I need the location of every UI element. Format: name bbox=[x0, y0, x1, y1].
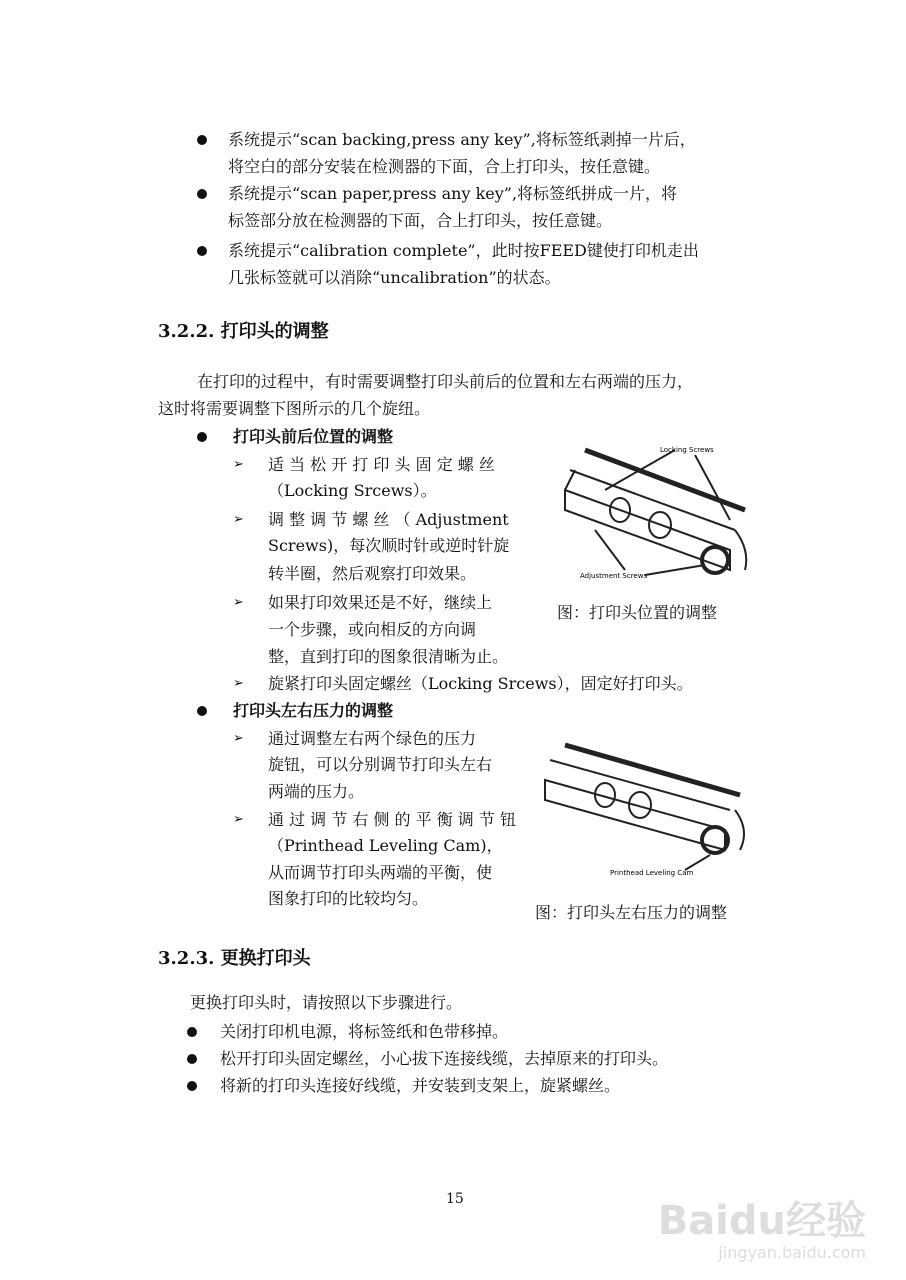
bullet-icon bbox=[197, 706, 207, 716]
bullet-text: 系统提示“calibration complete”，此时按FEED键使打印机走出 bbox=[228, 241, 699, 260]
arrow-bullet-icon: ➢ bbox=[233, 595, 244, 610]
sub-item-text: 旋紧打印头固定螺丝（Locking Srcews），固定好打印头。 bbox=[268, 674, 693, 693]
sub-item-text: 转半圈，然后观察打印效果。 bbox=[268, 564, 477, 583]
bullet-icon bbox=[197, 246, 207, 256]
sub-item-text: 适 当 松 开 打 印 头 固 定 螺 丝 bbox=[268, 455, 495, 474]
bullet-text: 系统提示“scan paper,press any key”,将标签纸拼成一片，将 bbox=[228, 184, 678, 203]
bullet-icon bbox=[187, 1027, 197, 1037]
sub-item-text: 一个步骤，或向相反的方向调 bbox=[268, 620, 477, 639]
sub-item-text: （Locking Srcews）。 bbox=[268, 481, 437, 500]
sub-item-text: 如果打印效果还是不好，继续上 bbox=[268, 593, 493, 612]
bullet-icon bbox=[197, 189, 207, 199]
watermark-url: jingyan.baidu.com bbox=[718, 1243, 866, 1262]
adjustment-screws-label: Adjustment Screws bbox=[580, 572, 648, 580]
watermark-brand: Baidu经验 bbox=[657, 1198, 866, 1244]
arrow-bullet-icon: ➢ bbox=[233, 512, 244, 527]
paragraph-line: 在打印的过程中，有时需要调整打印头前后的位置和左右两端的压力， bbox=[197, 372, 694, 391]
baidu-watermark bbox=[658, 1199, 866, 1262]
paragraph-line: 更换打印头时，请按照以下步骤进行。 bbox=[190, 993, 463, 1012]
printhead-pressure-figure bbox=[535, 730, 750, 880]
bullet-text: 松开打印头固定螺丝，小心拔下连接线缆，去掉原来的打印头。 bbox=[220, 1049, 669, 1068]
bullet-text: 关闭打印机电源，将标签纸和色带移掉。 bbox=[220, 1022, 509, 1041]
sub-item-text: 从而调节打印头两端的平衡，使 bbox=[268, 863, 493, 882]
bullet-text: 系统提示“scan backing,press any key”,将标签纸剥掉一片后， bbox=[228, 130, 696, 149]
section-heading-3-2-3: 3.2.3. 更换打印头 bbox=[158, 948, 311, 969]
bullet-icon bbox=[187, 1054, 197, 1064]
sub-item-text: 调 整 调 节 螺 丝 （ Adjustment bbox=[268, 510, 509, 529]
paragraph-line: 这时将需要调整下图所示的几个旋纽。 bbox=[158, 399, 431, 418]
sub-item-text: 通 过 调 节 右 侧 的 平 衡 调 节 钮 bbox=[268, 810, 516, 829]
printhead-position-figure bbox=[545, 430, 760, 590]
section-heading-3-2-2: 3.2.2. 打印头的调整 bbox=[158, 321, 329, 342]
sub-item-text: 两端的压力。 bbox=[268, 782, 365, 801]
figure-caption-2: 图：打印头左右压力的调整 bbox=[535, 903, 728, 922]
bullet-text: 几张标签就可以消除“uncalibration”的状态。 bbox=[228, 268, 561, 287]
bullet-icon bbox=[197, 135, 207, 145]
figure-caption-1: 图：打印头位置的调整 bbox=[557, 603, 718, 622]
subheading-pressure-adjust: 打印头左右压力的调整 bbox=[233, 701, 394, 720]
sub-item-text: Screws)，每次顺时针或逆时针旋 bbox=[268, 536, 510, 555]
locking-screws-label: Locking Screws bbox=[660, 446, 714, 454]
bullet-text: 将新的打印头连接好线缆，并安装到支架上，旋紧螺丝。 bbox=[220, 1076, 621, 1095]
bullet-text: 标签部分放在检测器的下面，合上打印头，按任意键。 bbox=[228, 211, 613, 230]
bullet-text: 将空白的部分安装在检测器的下面，合上打印头，按任意键。 bbox=[228, 157, 661, 176]
arrow-bullet-icon: ➢ bbox=[233, 457, 244, 472]
sub-item-text: （Printhead Leveling Cam)， bbox=[268, 836, 503, 855]
arrow-bullet-icon: ➢ bbox=[233, 812, 244, 827]
leveling-cam-label: Printhead Leveling Cam bbox=[610, 869, 694, 877]
sub-item-text: 图象打印的比较均匀。 bbox=[268, 889, 429, 908]
subheading-position-adjust: 打印头前后位置的调整 bbox=[233, 427, 394, 446]
bullet-icon bbox=[197, 432, 207, 442]
page-number: 15 bbox=[446, 1191, 464, 1207]
sub-item-text: 旋钮，可以分别调节打印头左右 bbox=[268, 755, 493, 774]
arrow-bullet-icon: ➢ bbox=[233, 676, 244, 691]
arrow-bullet-icon: ➢ bbox=[233, 731, 244, 746]
sub-item-text: 整，直到打印的图象很清晰为止。 bbox=[268, 647, 509, 666]
sub-item-text: 通过调整左右两个绿色的压力 bbox=[268, 729, 477, 748]
bullet-icon bbox=[187, 1081, 197, 1091]
